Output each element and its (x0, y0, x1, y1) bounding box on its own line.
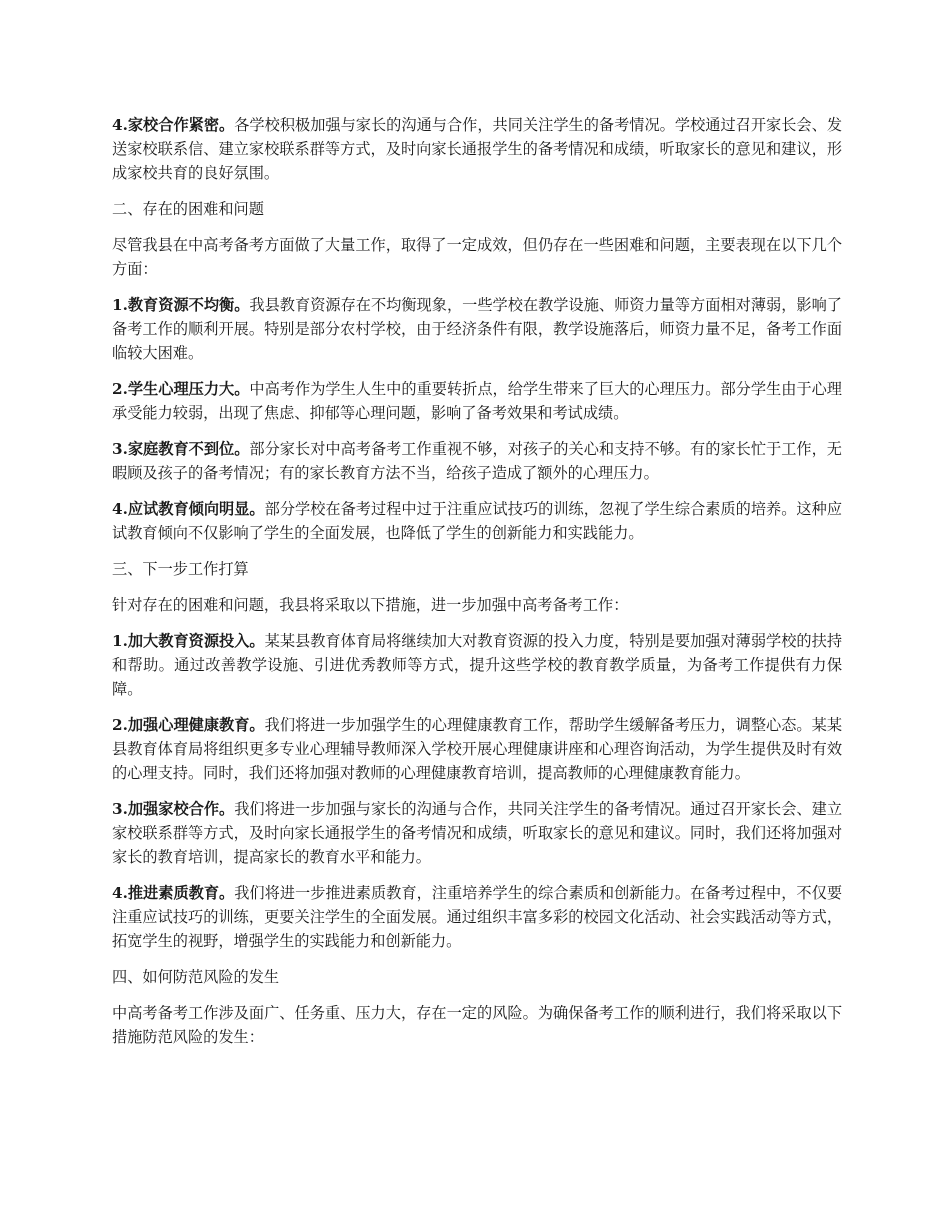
item-mental-health (112, 713, 842, 785)
item-family-education (112, 437, 842, 485)
paragraph-intro-risk: 中高考备考工作涉及面广、任务重、压力大，存在一定的风险。为确保备考工作的顺利进行，我们将采取以下措施防范风险的发生： (112, 1004, 842, 1046)
item-text: 中高考作为学生人生中的重要转折点，给学生带来了巨大的心理压力。部分学生由于心理承受能力较弱，出现了焦虑、抑郁等心理问题，影响了备考效果和考试成绩。 (112, 380, 842, 422)
item-text: 我们将进一步推进素质教育，注重培养学生的综合素质和创新能力。在备考过程中，不仅要注重应试技巧的训练，更要关注学生的全面发展。通过组织丰富多彩的校园文化活动、社会实践活动等方式，拓宽学生的视野，增强学生的实践能力和创新能力。 (112, 884, 843, 950)
item-quality-education (112, 881, 842, 953)
section-heading-difficulties: 二、存在的困难和问题 (112, 200, 264, 218)
section-heading-risk-prevention: 四、如何防范风险的发生 (112, 968, 280, 986)
item-exam-oriented (112, 497, 842, 545)
item-text: 各学校积极加强与家长的沟通与合作，共同关注学生的备考情况。学校通过召开家长会、发送家校联系信、建立家校联系群等方式，及时向家长通报学生的备考情况和成绩，听取家长的意见和建议，形成家校共育的良好氛围。 (112, 116, 843, 182)
item-lead: 3.加强家校合作。 (112, 800, 235, 818)
item-lead: 2.学生心理压力大。 (112, 380, 250, 398)
item-text: 部分家长对中高考备考工作重视不够，对孩子的关心和支持不够。有的家长忙于工作，无暇顾及孩子的备考情况；有的家长教育方法不当，给孩子造成了额外的心理压力。 (112, 440, 842, 482)
item-text: 我们将进一步加强与家长的沟通与合作，共同关注学生的备考情况。通过召开家长会、建立家校联系群等方式，及时向家长通报学生的备考情况和成绩，听取家长的意见和建议。同时，我们还将加强对家长的教育培训，提高家长的教育水平和能力。 (112, 800, 843, 866)
item-text: 我们将进一步加强学生的心理健康教育工作，帮助学生缓解备考压力，调整心态。某某县教育体育局将组织更多专业心理辅导教师深入学校开展心理健康讲座和心理咨询活动，为学生提供及时有效的心理支持。同时，我们还将加强对教师的心理健康教育培训，提高教师的心理健康教育能力。 (112, 716, 843, 782)
item-lead: 2.加强心理健康教育。 (112, 716, 265, 734)
item-lead: 1.加大教育资源投入。 (112, 632, 265, 650)
document-body (112, 113, 842, 1061)
item-uneven-resources (112, 293, 842, 365)
item-strengthen-home-school (112, 797, 842, 869)
item-lead: 4.应试教育倾向明显。 (112, 500, 265, 518)
item-text: 部分学校在备考过程中过于注重应试技巧的训练，忽视了学生综合素质的培养。这种应试教育倾向不仅影响了学生的全面发展，也降低了学生的创新能力和实践能力。 (112, 500, 843, 542)
paragraph-intro-difficulties: 尽管我县在中高考备考方面做了大量工作，取得了一定成效，但仍存在一些困难和问题，主要表现在以下几个方面： (112, 236, 842, 278)
item-lead: 4.推进素质教育。 (112, 884, 235, 902)
item-increase-investment (112, 629, 842, 701)
item-lead: 1.教育资源不均衡。 (112, 296, 250, 314)
item-text: 我县教育资源存在不均衡现象，一些学校在教学设施、师资力量等方面相对薄弱，影响了备考工作的顺利开展。特别是部分农村学校，由于经济条件有限，教学设施落后，师资力量不足，备考工作面临较大困难。 (112, 296, 842, 362)
paragraph-intro-measures: 针对存在的困难和问题，我县将采取以下措施，进一步加强中高考备考工作： (112, 596, 629, 614)
item-student-pressure (112, 377, 842, 425)
section-heading-next-steps: 三、下一步工作打算 (112, 560, 249, 578)
item-home-school-cooperation (112, 113, 842, 185)
item-lead: 4.家校合作紧密。 (112, 116, 235, 134)
item-lead: 3.家庭教育不到位。 (112, 440, 250, 458)
item-text: 某某县教育体育局将继续加大对教育资源的投入力度，特别是要加强对薄弱学校的扶持和帮助。通过改善教学设施、引进优秀教师等方式，提升这些学校的教育教学质量，为备考工作提供有力保障。 (112, 632, 843, 698)
